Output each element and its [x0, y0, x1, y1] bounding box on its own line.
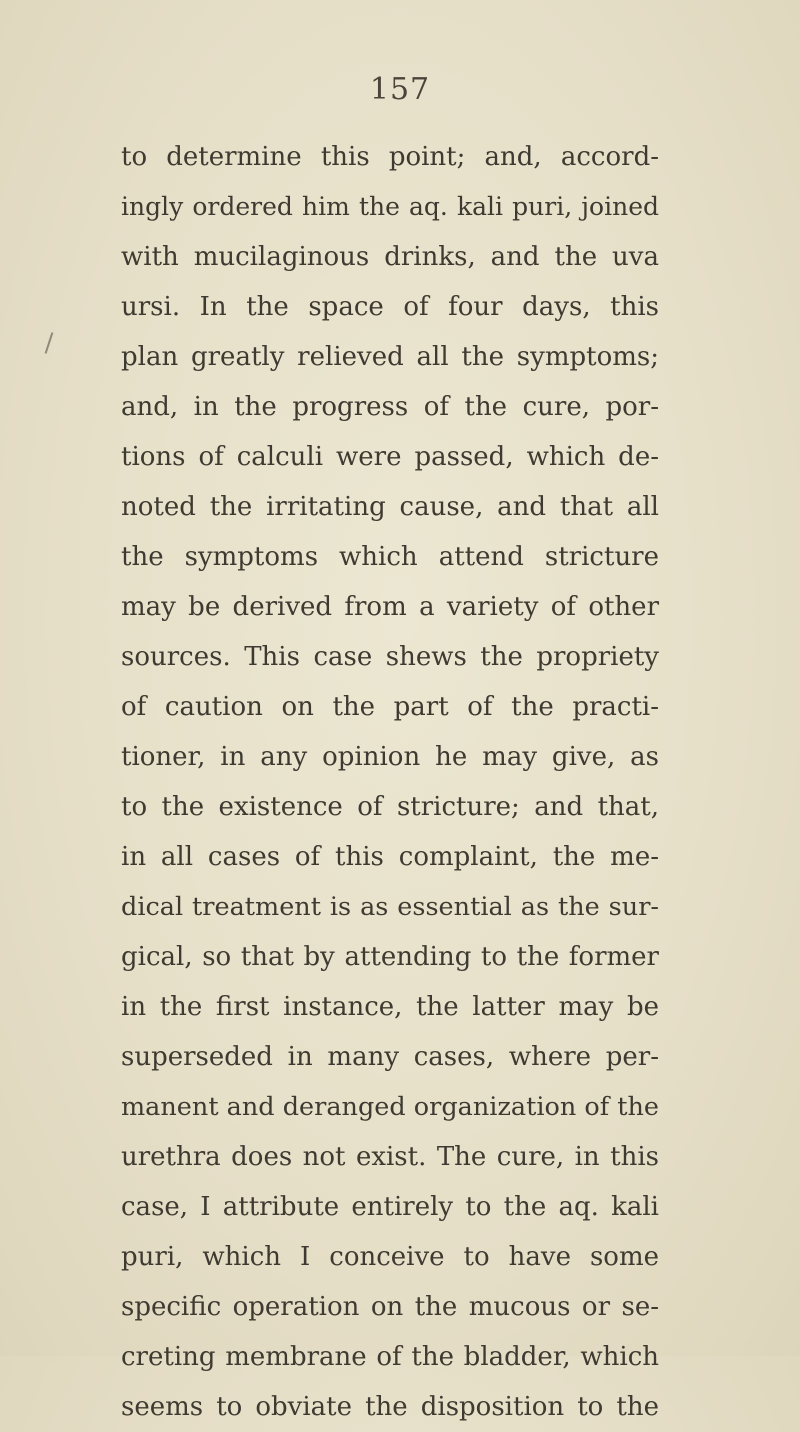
page-number: 157	[369, 72, 431, 107]
text-line: the symptoms which attend stricture	[121, 542, 659, 572]
text-line: in all cases of this complaint, the me-	[121, 842, 659, 872]
text-line: creting membrane of the bladder, which	[121, 1342, 659, 1372]
text-line: case, I attribute entirely to the aq. kali	[121, 1192, 659, 1222]
text-line: urethra does not exist. The cure, in this	[121, 1142, 659, 1172]
text-line: gical, so that by attending to the former	[121, 942, 659, 972]
text-line: to the existence of stricture; and that,	[121, 792, 659, 822]
text-line: with mucilaginous drinks, and the uva	[121, 242, 659, 272]
text-line: and, in the progress of the cure, por-	[121, 392, 659, 422]
text-line: specific operation on the mucous or se-	[121, 1292, 659, 1322]
text-line: manent and deranged organization of the	[121, 1092, 660, 1122]
text-line: may be derived from a variety of other	[121, 592, 659, 622]
text-line: in the first instance, the latter may be	[121, 992, 659, 1022]
text-line: tioner, in any opinion he may give, as	[121, 742, 659, 772]
text-line: dical treatment is as essential as the sur-	[121, 892, 659, 922]
text-line: plan greatly relieved all the symptoms;	[121, 342, 659, 372]
text-line: noted the irritating cause, and that all	[121, 492, 659, 522]
body-text	[121, 132, 659, 1432]
text-line: ingly ordered him the aq. kali puri, joined	[121, 192, 659, 221]
margin-mark	[45, 332, 54, 354]
text-line: puri, which I conceive to have some	[121, 1242, 659, 1272]
text-line: ursi. In the space of four days, this	[121, 292, 659, 322]
text-line: of caution on the part of the practi-	[121, 692, 659, 722]
text-line: tions of calculi were passed, which de-	[121, 442, 659, 472]
text-line: sources. This case shews the propriety	[121, 642, 659, 672]
text-line: to determine this point; and, accord-	[121, 142, 659, 172]
text-line: superseded in many cases, where per-	[121, 1042, 659, 1072]
text-line: seems to obviate the disposition to the	[121, 1392, 659, 1422]
